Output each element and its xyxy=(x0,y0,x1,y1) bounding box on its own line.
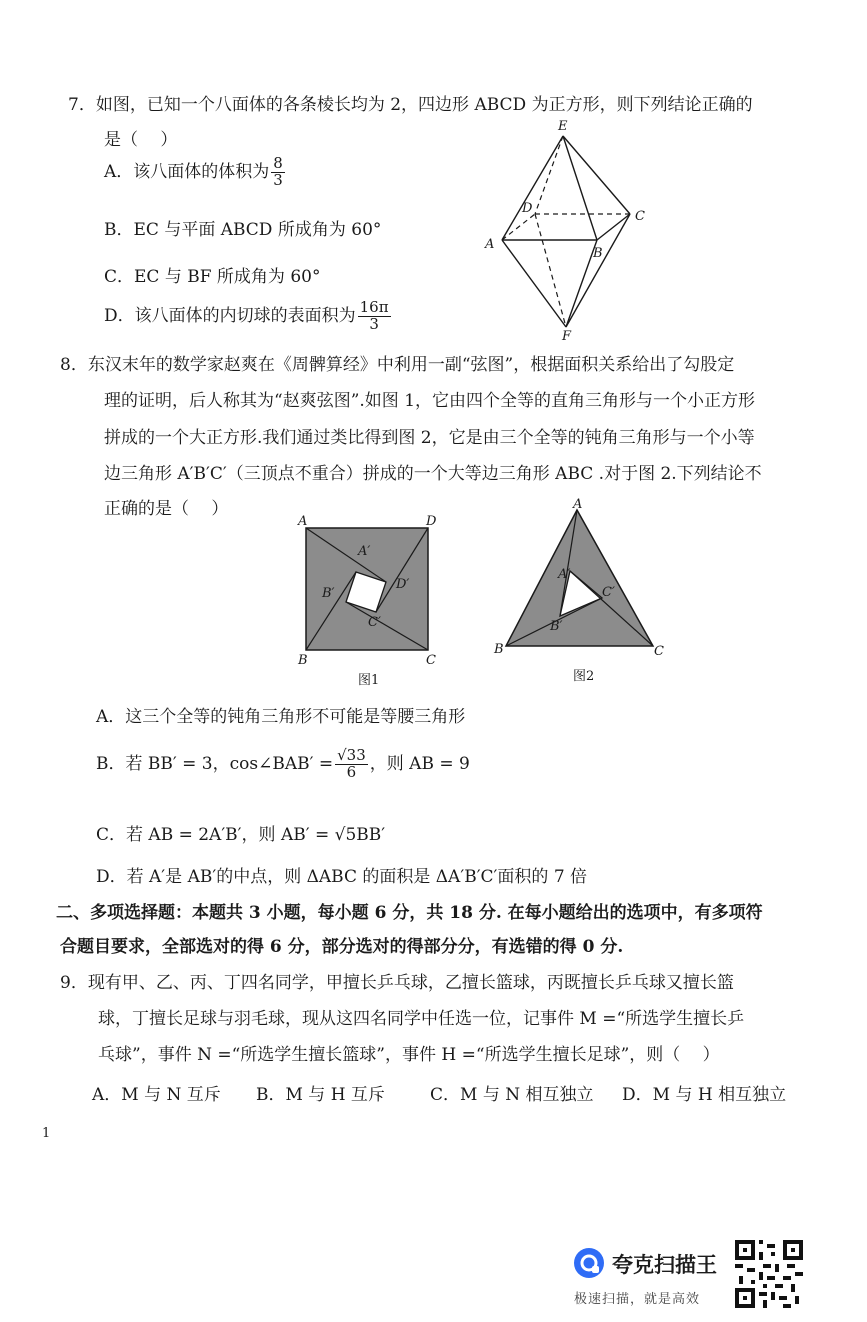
q7-option-a xyxy=(104,156,287,189)
edge-bc xyxy=(597,214,630,240)
q8-option-d: D．若 A′是 AB′的中点，则 ΔABC 的面积是 ΔA′B′C′面积的 7 倍 xyxy=(96,867,588,887)
figure-2-triangle-diagram xyxy=(488,498,668,688)
edge-eb xyxy=(563,136,597,240)
q8-line1: 8．东汉末年的数学家赵爽在《周髀算经》中利用一副“弦图”，根据面积关系给出了勾股定 xyxy=(60,355,735,375)
q7-option-b: B．EC 与平面 ABCD 所成角为 60° xyxy=(104,220,382,240)
q8-line4: 边三角形 A′B′C′（三顶点不重合）拼成的一个大等边三角形 ABC .对于图 2.下列结论不 xyxy=(104,464,762,484)
fig1-label-c: C xyxy=(426,653,436,668)
q7-a-denominator: 3 xyxy=(273,170,283,189)
fig2-label-a-prime: A′ xyxy=(558,567,571,582)
q7-a-numerator: 8 xyxy=(273,154,283,172)
q7-line1: 7．如图，已知一个八面体的各条棱长均为 2，四边形 ABCD 为正方形，则下列结论正确的 xyxy=(68,95,753,115)
q9-option-d: D．M 与 H 相互独立 xyxy=(622,1085,787,1105)
edge-ad-hidden xyxy=(502,214,535,240)
q7-line2: 是（ ） xyxy=(104,130,178,150)
edge-df-hidden xyxy=(535,214,566,327)
q8-option-b xyxy=(96,748,470,781)
q8-option-c: C．若 AB = 2A′B′，则 AB′ = √5BB′ xyxy=(96,825,386,845)
q8-b-denominator: 6 xyxy=(346,762,357,781)
fig2-label-b: B xyxy=(494,642,504,657)
fig2-label-c: C xyxy=(654,644,664,659)
q7-option-c: C．EC 与 BF 所成角为 60° xyxy=(104,267,321,287)
q8-line3: 拼成的一个大正方形.我们通过类比得到图 2，它是由三个全等的钝角三角形与一个小等 xyxy=(104,428,755,448)
q8-b-numerator: √33 xyxy=(337,746,366,764)
vertex-label-f: F xyxy=(562,329,572,344)
edge-ec xyxy=(563,136,630,214)
q8-option-b-fraction xyxy=(335,748,368,781)
q8-line5: 正确的是（ ） xyxy=(104,499,229,519)
fig2-label-b-prime: B′ xyxy=(550,619,563,634)
fig1-label-a-prime: A′ xyxy=(358,544,371,559)
fig1-label-d-prime: D′ xyxy=(396,577,410,592)
edge-cf xyxy=(566,214,630,327)
q7-option-d-fraction xyxy=(358,300,391,333)
vertex-label-e: E xyxy=(558,119,568,134)
edge-af xyxy=(502,240,566,327)
figure-1-zhao-shuang-diagram xyxy=(292,512,442,690)
page-number: 1 xyxy=(42,1126,51,1141)
q8-line2: 理的证明，后人称其为“赵爽弦图”.如图 1，它由四个全等的直角三角形与一个小正方形 xyxy=(104,391,756,411)
section2-instructions-line2: 合题目要求，全部选对的得 6 分，部分选对的得部分分，有选错的得 0 分. xyxy=(60,937,624,957)
qr-code-icon xyxy=(735,1240,803,1308)
fig2-caption: 图2 xyxy=(573,669,595,684)
q9-option-c: C．M 与 N 相互独立 xyxy=(430,1085,594,1105)
vertex-label-a: A xyxy=(485,237,495,252)
section2-instructions-line1: 二、多项选择题：本题共 3 小题，每小题 6 分，共 18 分. 在每小题给出的选项中，有多项符 xyxy=(56,903,763,923)
q9-line2: 球，丁擅长足球与羽毛球，现从这四名同学中任选一位，记事件 M =“所选学生擅长乒 xyxy=(98,1009,745,1029)
fig2-label-a: A xyxy=(573,498,583,512)
q7-option-a-fraction xyxy=(271,156,285,189)
fig1-label-b: B xyxy=(298,653,308,668)
q9-option-a: A．M 与 N 互斥 xyxy=(92,1085,221,1105)
fig1-caption: 图1 xyxy=(358,673,380,688)
q7-d-numerator: 16π xyxy=(359,298,389,316)
fig1-label-b-prime: B′ xyxy=(322,586,335,601)
q7-option-a-text: A．该八面体的体积为 xyxy=(104,161,270,182)
q9-option-b: B．M 与 H 互斥 xyxy=(256,1085,385,1105)
q9-line3: 乓球”，事件 N =“所选学生擅长篮球”，事件 H =“所选学生擅长足球”，则（ ） xyxy=(98,1045,720,1065)
q7-option-d xyxy=(104,300,393,333)
octahedron-figure xyxy=(480,112,650,344)
vertex-label-c: C xyxy=(635,209,645,224)
q8-option-a: A．这三个全等的钝角三角形不可能是等腰三角形 xyxy=(96,707,466,727)
q7-d-denominator: 3 xyxy=(369,314,379,333)
vertex-label-b: B xyxy=(593,246,603,261)
q7-option-d-text: D．该八面体的内切球的表面积为 xyxy=(104,305,356,326)
q8-option-b-suffix: ，则 AB = 9 xyxy=(369,753,470,774)
edge-ed-hidden xyxy=(535,136,563,214)
fig2-label-c-prime: C′ xyxy=(602,585,615,600)
edge-ea xyxy=(502,136,563,240)
q8-option-b-prefix: B．若 BB′ = 3，cos∠BAB′ = xyxy=(96,753,334,774)
fig1-label-a: A xyxy=(298,514,308,529)
watermark-slogan: 极速扫描，就是高效 xyxy=(574,1292,701,1307)
scanner-logo-icon xyxy=(572,1246,606,1280)
vertex-label-d: D xyxy=(522,201,533,216)
watermark-brand: 夸克扫描王 xyxy=(612,1253,717,1277)
q9-line1: 9．现有甲、乙、丙、丁四名同学，甲擅长乒乓球，乙擅长篮球，丙既擅长乒乓球又擅长篮 xyxy=(60,973,734,993)
fig1-label-c-prime: C′ xyxy=(368,615,381,630)
fig1-label-d: D xyxy=(426,514,437,529)
